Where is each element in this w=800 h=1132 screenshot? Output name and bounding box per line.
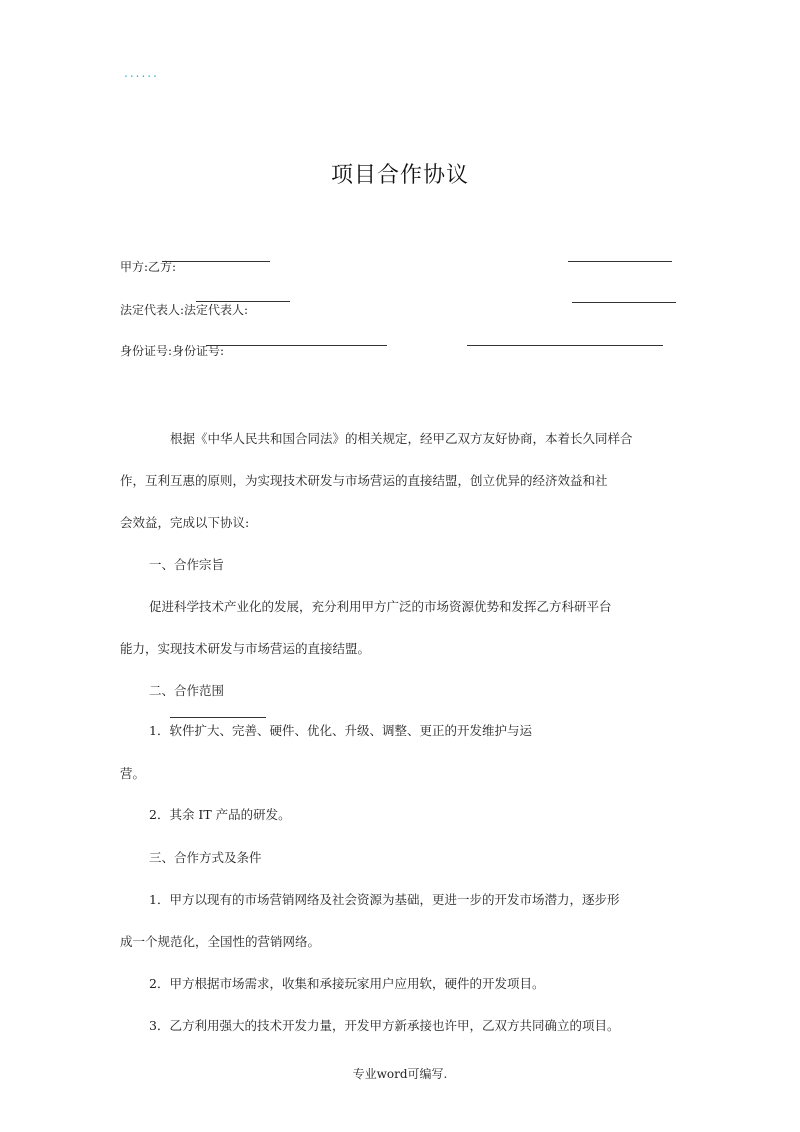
- party-a-underline: [162, 261, 270, 262]
- section1-line1: 促进科学技术产业化的发展，充分利用甲方广泛的市场资源优势和发挥乙方科研平台: [149, 599, 612, 614]
- header-dots: ......: [124, 66, 159, 80]
- section2-item2: 2．其余 IT 产品的研发。: [149, 807, 291, 822]
- intro-paragraph-line3: 会效益，完成以下协议:: [120, 515, 250, 530]
- representative-b-underline: [572, 302, 676, 303]
- section2-item1-line2: 营。: [120, 766, 146, 781]
- section3-item2: 2．甲方根据市场需求，收集和承接玩家用户应用软，硬件的开发项目。: [149, 976, 545, 991]
- section1-heading: 一、合作宗旨: [149, 557, 225, 572]
- representative-a-underline: [196, 301, 290, 302]
- party-b-underline: [568, 261, 672, 262]
- section3-item3: 3．乙方利用强大的技术开发力量，开发甲方新承接也许甲，乙双方共同确立的项目。: [149, 1018, 620, 1033]
- intro-paragraph-line2: 作，互利互惠的原则，为实现技术研发与市场营运的直接结盟，创立优异的经济效益和社: [120, 473, 608, 488]
- section3-item1-line2: 成一个规范化，全国性的营销网络。: [120, 934, 321, 949]
- section2-item1-overline: [170, 717, 266, 718]
- representative-field-row: 法定代表人:法定代表人:: [120, 303, 249, 317]
- intro-paragraph-line1: 根据《中华人民共和国合同法》的相关规定，经甲乙双方友好协商，本着长久同样合: [170, 431, 633, 446]
- section3-heading: 三、合作方式及条件: [149, 850, 262, 865]
- party-field-row: 甲方:乙方:: [120, 260, 177, 274]
- section2-item1-line1: 1．软件扩大、完善、硬件、优化、升级、调整、更正的开发维护与运: [149, 723, 532, 738]
- page-footer: 专业word可编写.: [352, 1067, 448, 1081]
- section2-heading: 二、合作范围: [149, 683, 225, 698]
- document-title: 项目合作协议: [330, 163, 469, 188]
- section3-item1-line1: 1．甲方以现有的市场营销网络及社会资源为基础，更进一步的开发市场潜力，逐步形: [149, 892, 620, 907]
- id-a-underline: [206, 345, 387, 346]
- id-b-underline: [467, 345, 663, 346]
- section1-line2: 能力，实现技术研发与市场营运的直接结盟。: [120, 641, 371, 656]
- id-field-row: 身份证号:身份证号:: [120, 344, 225, 358]
